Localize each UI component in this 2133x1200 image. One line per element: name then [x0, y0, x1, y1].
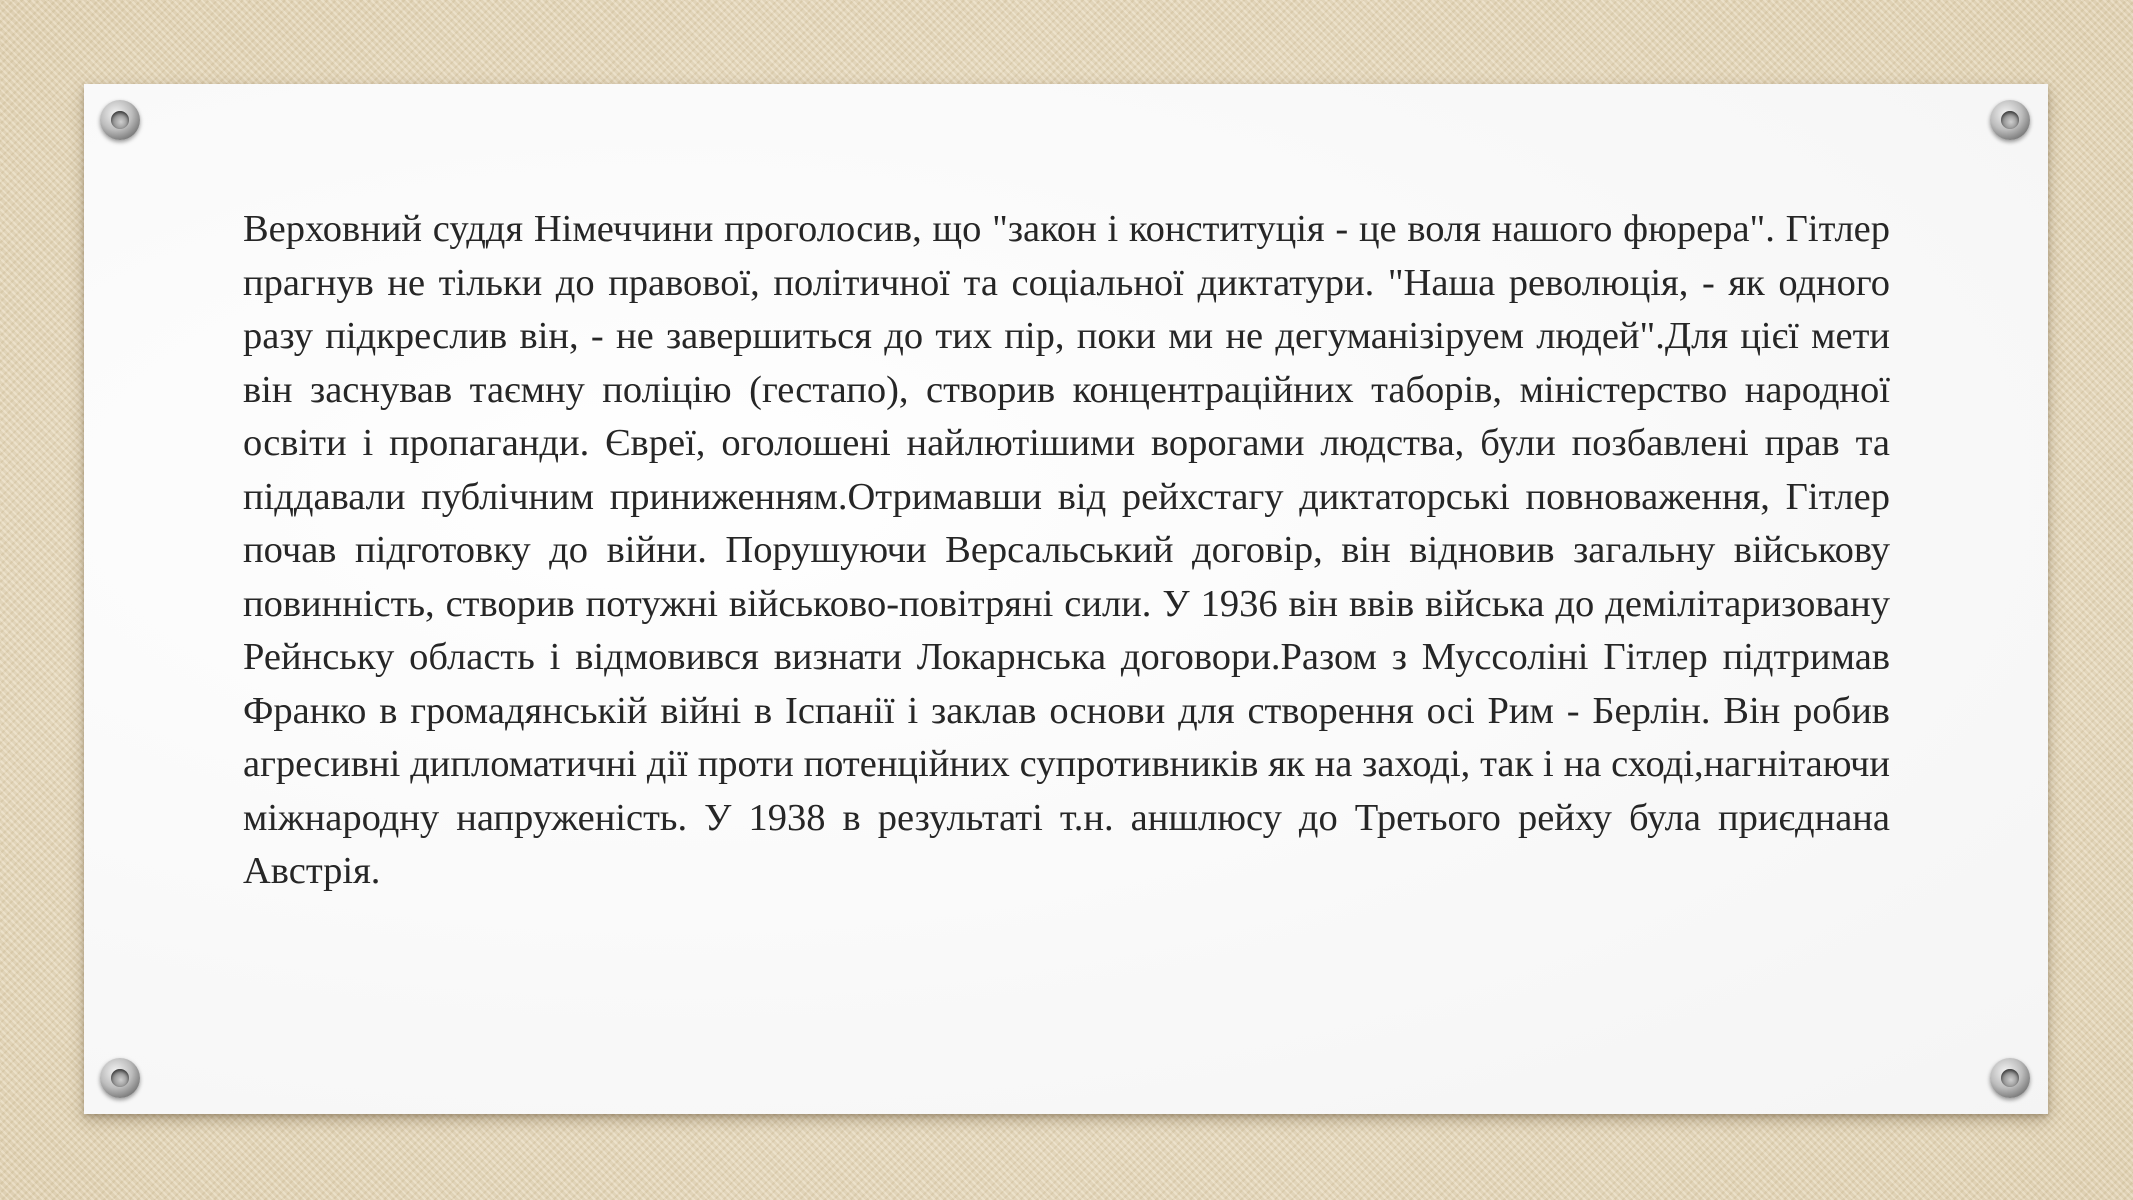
grommet-bottom-left-icon	[100, 1058, 140, 1098]
slide-body-text: Верховний суддя Німеччини проголосив, що "закон і конституція - це воля нашого фюрера". Гітлер прагнув не тільки до правової, політичної та соціальної диктатури. "Наша революція, - як одного разу підкреслив він, - не завершиться до тих пір, поки ми не дегуманізіруем людей".Для цієї мети він заснував таємну поліцію (гестапо), створив концентраційних таборів, міністерство народної освіти і пропаганди. Євреї, оголошені найлютішими ворогами людства, були позбавлені прав та піддавали публічним приниженням.Отримавши від рейхстагу диктаторські повноваження, Гітлер почав підготовку до війни. Порушуючи Версальський договір, він відновив загальну військову повинність, створив потужні військово-повітряні сили. У 1936 він ввів війська до демілітаризовану Рейнську область і відмовився визнати Локарнська договори.Разом з Муссоліні Гітлер підтримав Франко в громадянській війні в Іспанії і заклав основи для створення осі Рим - Берлін. Він робив агресивні дипломатичні дії проти потенційних супротивників як на заході, так і на сході,нагнітаючи міжнародну напруженість. У 1938 в результаті т.н. аншлюсу до Третього рейху була приєднана Австрія.	[243, 208, 1890, 892]
grommet-bottom-right-icon	[1990, 1058, 2030, 1098]
grommet-top-left-icon	[100, 100, 140, 140]
grommet-top-right-icon	[1990, 100, 2030, 140]
